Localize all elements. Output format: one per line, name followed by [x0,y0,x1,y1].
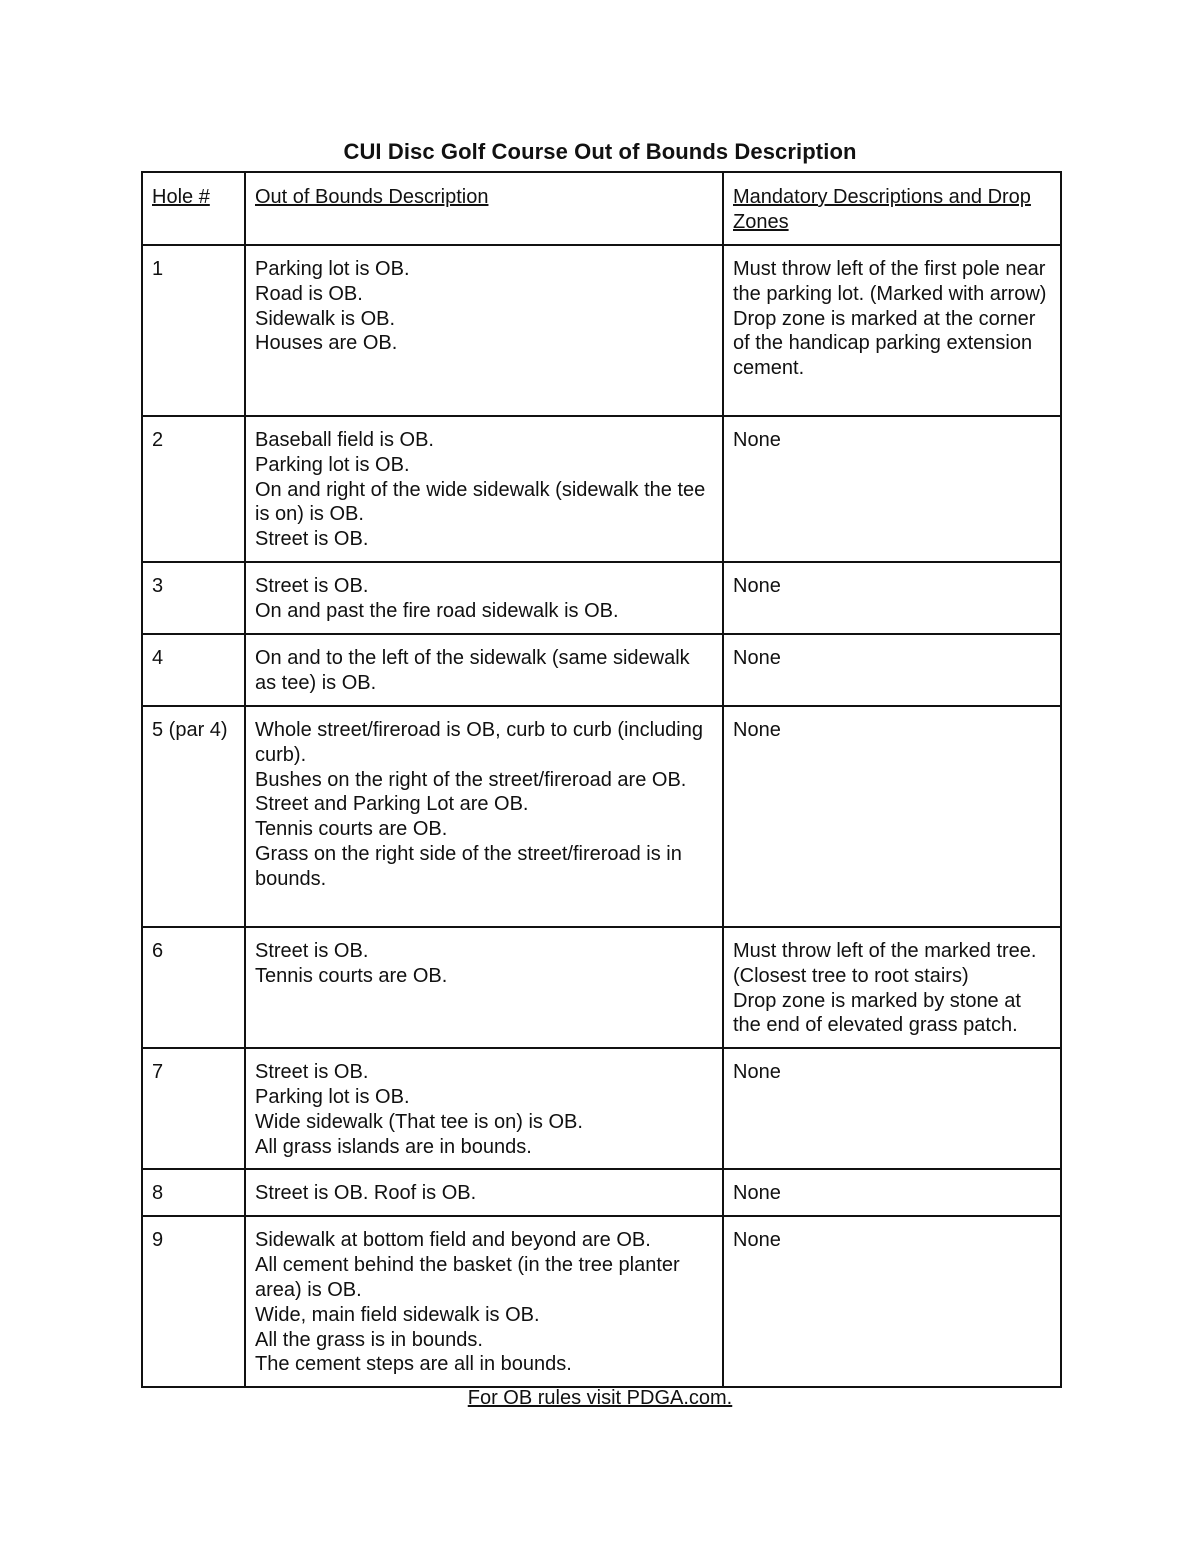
ob-line: Parking lot is OB. [255,453,410,476]
mandatory-cell [723,634,1061,706]
ob-line: Tennis courts are OB. [255,964,448,987]
ob-line: All grass islands are in bounds. [255,1135,532,1158]
header-ob-description: Out of Bounds Description [245,172,723,245]
ob-description-cell [245,1169,723,1216]
ob-description-cell [245,634,723,706]
ob-line: Sidewalk is OB. [255,307,396,330]
ob-line: Parking lot is OB. [255,1085,410,1108]
mandatory-cell [723,245,1061,416]
ob-description-cell [245,245,723,416]
mandatory-line: None [733,1229,781,1252]
ob-description-cell [245,706,723,927]
ob-line: On and past the fire road sidewalk is OB. [255,599,619,622]
table-row [142,927,1061,1048]
header-hole: Hole # [142,172,245,245]
table-row [142,1216,1061,1387]
ob-line: Baseball field is OB. [255,429,434,451]
ob-line: On and to the left of the sidewalk (same sidewalk as tee) is OB. [255,647,690,694]
table-row [142,562,1061,634]
mandatory-line: None [733,429,781,451]
hole-number: 3 [142,562,245,634]
mandatory-cell [723,927,1061,1048]
ob-line: Street is OB. [255,575,369,597]
ob-line: The cement steps are all in bounds. [255,1353,572,1376]
ob-line: Street and Parking Lot are OB. [255,793,529,816]
mandatory-line: None [733,575,781,597]
pdga-rules-link[interactable]: For OB rules visit PDGA.com. [467,1387,733,1409]
ob-line: Houses are OB. [255,332,398,355]
mandatory-cell [723,706,1061,927]
ob-line: Wide, main field sidewalk is OB. [255,1303,540,1326]
table-row [142,634,1061,706]
mandatory-cell [723,562,1061,634]
ob-line: Street is OB. [255,528,369,551]
hole-number: 2 [142,416,245,562]
mandatory-cell [723,1169,1061,1216]
table-row [142,706,1061,927]
ob-description-cell [245,416,723,562]
ob-description-cell [245,562,723,634]
ob-line: Road is OB. [255,282,363,305]
ob-line: Grass on the right side of the street/fireroad is in bounds. [255,842,682,890]
ob-line: Bushes on the right of the street/fireroad are OB. [255,768,687,791]
ob-line: Street is OB. [255,1061,369,1084]
mandatory-line: None [733,1061,781,1084]
table-row [142,245,1061,416]
ob-description-cell [245,1216,723,1387]
table-row [142,1048,1061,1169]
mandatory-cell [723,1048,1061,1169]
ob-line: Whole street/fireroad is OB, curb to curb (including curb). [255,719,703,766]
mandatory-line: None [733,719,781,741]
ob-line: All cement behind the basket (in the tree planter area) is OB. [255,1254,680,1301]
ob-line: All the grass is in bounds. [255,1328,483,1351]
ob-line: Tennis courts are OB. [255,818,448,841]
ob-description-cell [245,1048,723,1169]
ob-line: Sidewalk at bottom field and beyond are OB. [255,1229,651,1252]
ob-table [141,171,1062,1388]
page-title: CUI Disc Golf Course Out of Bounds Description [343,139,857,164]
ob-line: Street is OB. [255,940,369,962]
mandatory-line: None [733,647,781,669]
hole-number: 8 [142,1169,245,1216]
table-header-row [142,172,1061,245]
hole-number: 7 [142,1048,245,1169]
ob-line: On and right of the wide sidewalk (sidewalk the tee is on) is OB. [255,478,706,526]
table-row [142,416,1061,562]
hole-number: 6 [142,927,245,1048]
table-row [142,1169,1061,1216]
mandatory-line: Drop zone is marked by stone at the end of elevated grass patch. [733,989,1021,1037]
mandatory-line: None [733,1182,781,1205]
hole-number: 4 [142,634,245,706]
mandatory-cell [723,416,1061,562]
hole-number: 9 [142,1216,245,1387]
hole-number: 1 [142,245,245,416]
mandatory-line: Must throw left of the first pole near the parking lot. (Marked with arrow) [733,258,1047,305]
ob-line: Wide sidewalk (That tee is on) is OB. [255,1110,583,1133]
ob-description-cell [245,927,723,1048]
mandatory-line: Must throw left of the marked tree. (Closest tree to root stairs) [733,940,1037,987]
mandatory-line: Drop zone is marked at the corner of the handicap parking extension cement. [733,307,1036,380]
ob-line: Street is OB. Roof is OB. [255,1182,477,1205]
ob-line: Parking lot is OB. [255,258,410,280]
hole-number: 5 (par 4) [142,706,245,927]
mandatory-cell [723,1216,1061,1387]
header-mandatory: Mandatory Descriptions and Drop Zones [723,172,1061,245]
